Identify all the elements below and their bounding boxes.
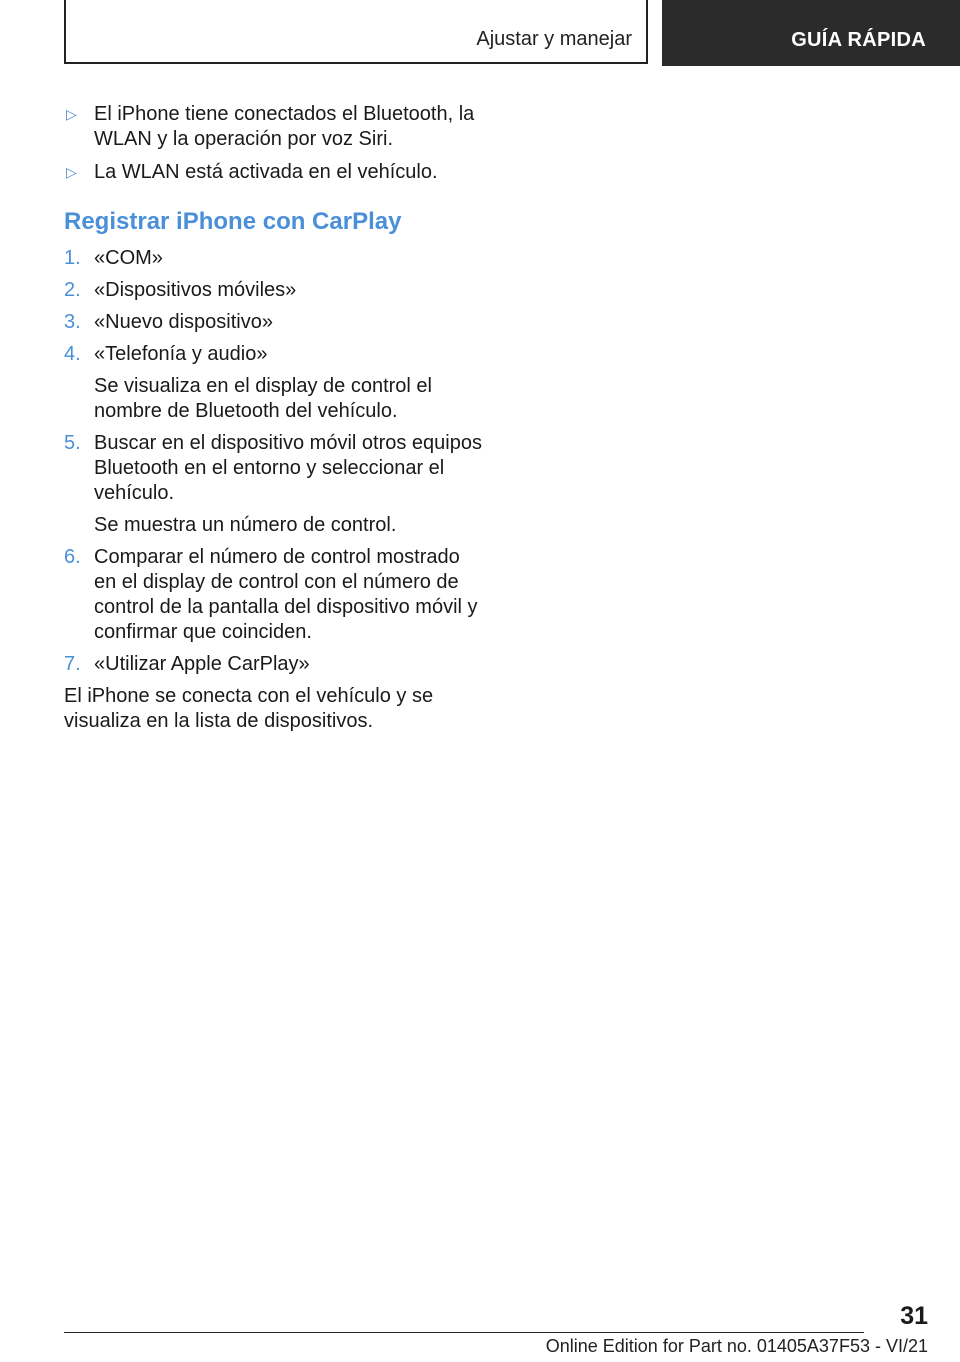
triangle-bullet-icon: ▷ bbox=[66, 164, 77, 180]
step-item bbox=[64, 431, 484, 506]
step-number: 1. bbox=[64, 247, 81, 269]
step-number: 7. bbox=[64, 653, 81, 675]
precondition-text: El iPhone tiene conectados el Bluetooth, la WLAN y la operación por voz Siri. bbox=[94, 103, 475, 150]
step-number: 5. bbox=[64, 432, 81, 454]
step-item bbox=[64, 278, 484, 303]
page-header bbox=[0, 0, 960, 66]
precondition-item bbox=[64, 160, 484, 185]
triangle-bullet-icon: ▷ bbox=[66, 106, 77, 122]
main-content bbox=[64, 102, 484, 734]
step-number: 6. bbox=[64, 546, 81, 568]
step-text: «Telefonía y audio» bbox=[94, 343, 268, 365]
step-number: 2. bbox=[64, 279, 81, 301]
footer-edition: Online Edition for Part no. 01405A37F53 - VI/21 bbox=[545, 1336, 928, 1356]
step-text: «Nuevo dispositivo» bbox=[94, 311, 273, 333]
page-number: 31 bbox=[900, 1302, 928, 1330]
step-text: «Utilizar Apple CarPlay» bbox=[94, 653, 310, 675]
step-item bbox=[64, 310, 484, 335]
step-item bbox=[64, 342, 484, 367]
header-frame bbox=[64, 0, 648, 64]
footer-divider bbox=[64, 1332, 864, 1333]
step-note: Se visualiza en el display de control el nombre de Bluetooth del vehículo. bbox=[94, 375, 432, 422]
step-item bbox=[64, 652, 484, 677]
section-heading: Registrar iPhone con CarPlay bbox=[64, 208, 402, 235]
step-number: 3. bbox=[64, 311, 81, 333]
step-text: «Dispositivos móviles» bbox=[94, 279, 297, 301]
precondition-item bbox=[64, 102, 484, 152]
closing-paragraph: El iPhone se conecta con el vehículo y se visualiza en la lista de dispositivos. bbox=[64, 685, 434, 732]
step-text: «COM» bbox=[94, 247, 163, 269]
section-title: Ajustar y manejar bbox=[476, 28, 632, 50]
chapter-tab bbox=[662, 0, 960, 66]
step-number: 4. bbox=[64, 343, 81, 365]
chapter-title: GUÍA RÁPIDA bbox=[791, 29, 926, 51]
step-note: Se muestra un número de control. bbox=[94, 514, 397, 536]
step-text: Comparar el número de control mostrado en el display de control con el número de control de la pantalla del dispositivo móvil y confirmar que coinciden. bbox=[94, 546, 478, 643]
step-item bbox=[64, 246, 484, 271]
step-item bbox=[64, 545, 484, 645]
step-text: Buscar en el dispositivo móvil otros equipos Bluetooth en el entorno y seleccionar el vehículo. bbox=[94, 432, 482, 504]
precondition-text: La WLAN está activada en el vehículo. bbox=[94, 161, 438, 183]
